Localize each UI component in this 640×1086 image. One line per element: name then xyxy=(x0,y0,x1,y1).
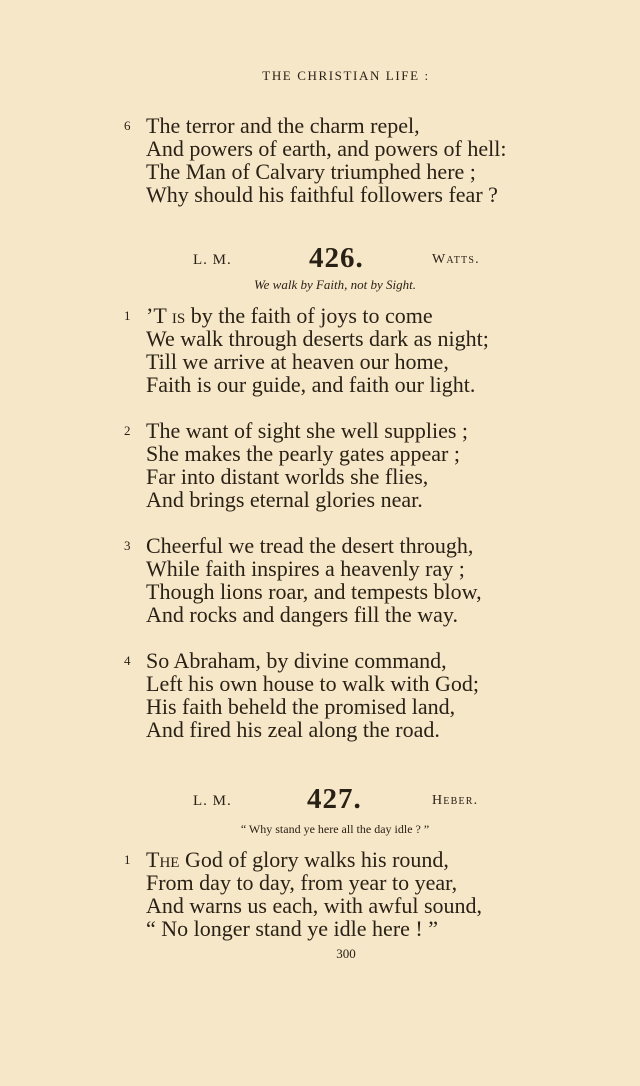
verse-line: Why should his faithful followers fear ? xyxy=(146,182,498,207)
stanza-number: 2 xyxy=(124,423,131,438)
verse-line: His faith beheld the promised land, xyxy=(146,694,456,719)
verse-line: Far into distant worlds she flies, xyxy=(146,464,429,489)
hymn-number: 426. xyxy=(309,242,364,274)
verse-line: Left his own house to walk with God; xyxy=(146,671,480,696)
verse-line xyxy=(146,304,433,327)
verse-line xyxy=(146,848,449,871)
verse-line: And warns us each, with awful sound, xyxy=(146,893,483,918)
verse-line: Faith is our guide, and faith our light. xyxy=(146,372,476,397)
verse-line: Cheerful we tread the desert through, xyxy=(146,533,474,558)
hymn-meter: L. M. xyxy=(193,252,232,268)
verse-line: The want of sight she well supplies ; xyxy=(146,418,469,443)
verse-line: Till we arrive at heaven our home, xyxy=(146,349,449,374)
stanza-number: 4 xyxy=(124,653,131,668)
hymn-author: Heber. xyxy=(432,793,479,808)
stanza-number: 3 xyxy=(124,538,131,553)
verse-line: We walk through deserts dark as night; xyxy=(146,326,489,351)
running-head: THE CHRISTIAN LIFE : xyxy=(262,68,430,83)
verse-line: While faith inspires a heavenly ray ; xyxy=(146,556,465,581)
stanza-number: 1 xyxy=(124,308,131,323)
verse-line: She makes the pearly gates appear ; xyxy=(146,441,460,466)
verse-line: And fired his zeal along the road. xyxy=(146,717,440,742)
stanza-number: 6 xyxy=(124,118,131,133)
hymn-author: Watts. xyxy=(432,252,480,267)
hymn-meter: L. M. xyxy=(193,793,232,809)
verse-line: Though lions roar, and tempests blow, xyxy=(146,579,482,604)
hymn-426-heading xyxy=(0,242,640,282)
verse-line: The terror and the charm repel, xyxy=(146,113,420,138)
first-word: ’T is xyxy=(146,303,186,328)
verse-line: So Abraham, by divine command, xyxy=(146,648,447,673)
hymn-number: 427. xyxy=(307,783,362,815)
verse-line: And powers of earth, and powers of hell: xyxy=(146,136,507,161)
hymn-subtitle: “ Why stand ye here all the day idle ? ” xyxy=(240,822,430,836)
verse-line: From day to day, from year to year, xyxy=(146,870,458,895)
hymn-subtitle: We walk by Faith, not by Sight. xyxy=(254,277,416,292)
verse-line: And rocks and dangers fill the way. xyxy=(146,602,458,627)
verse-line: “ No longer stand ye idle here ! ” xyxy=(146,916,438,941)
first-line-rest: God of glory walks his round, xyxy=(179,847,449,872)
verse-line: The Man of Calvary triumphed here ; xyxy=(146,159,476,184)
stanza-number: 1 xyxy=(124,852,131,867)
hymn-427-heading xyxy=(0,783,640,823)
verse-line: And brings eternal glories near. xyxy=(146,487,423,512)
page-number: 300 xyxy=(336,946,356,961)
first-line-rest: by the faith of joys to come xyxy=(185,303,433,328)
first-word: The xyxy=(146,847,180,872)
